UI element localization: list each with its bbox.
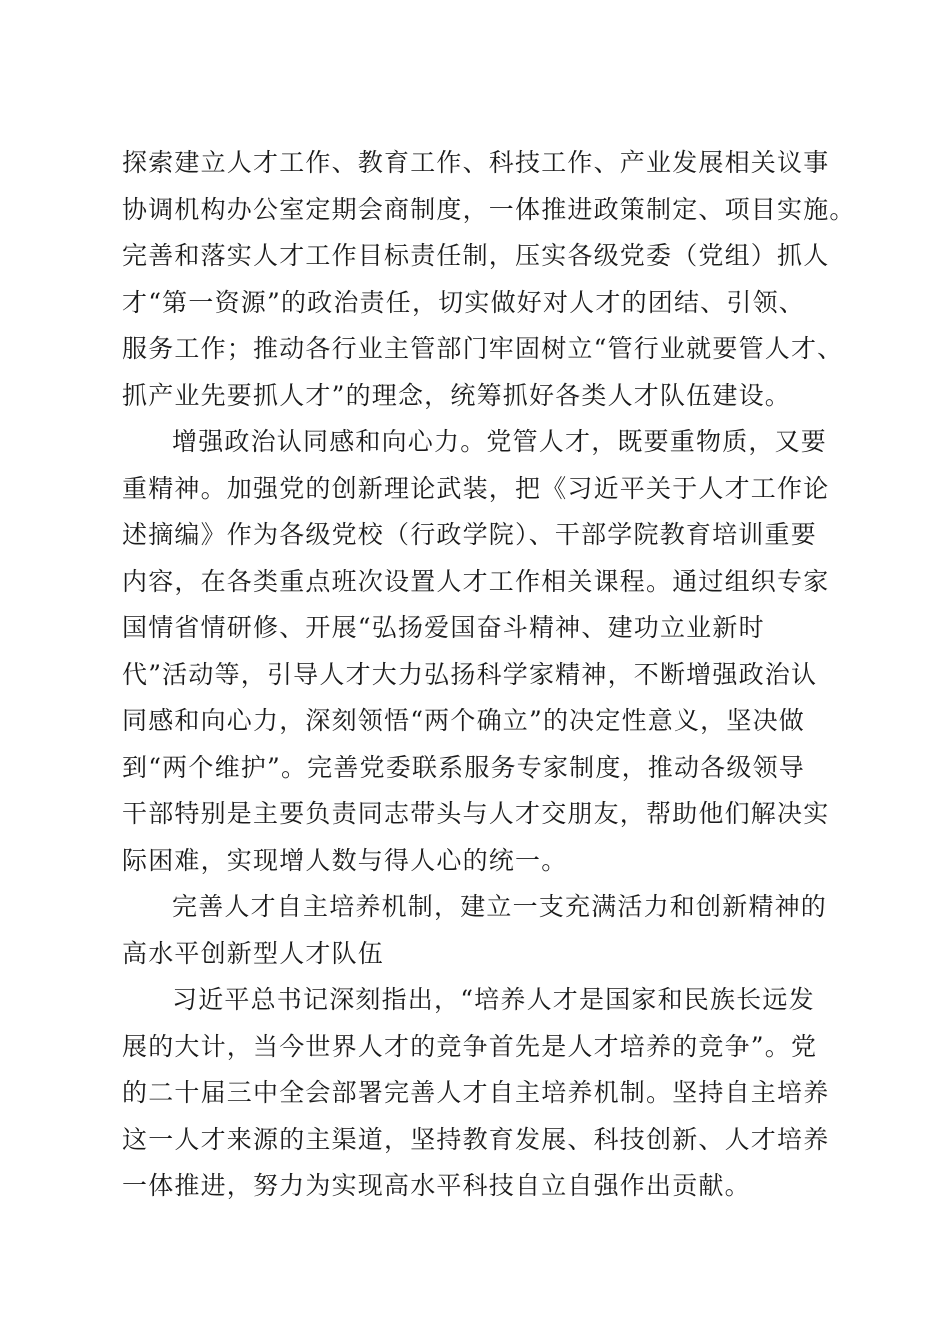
- text-line: 探索建立人才工作、教育工作、科技工作、产业发展相关议事: [122, 148, 830, 177]
- text-line: 展的大计，当今世界人才的竞争首先是人才培养的竞争”。党: [122, 1031, 818, 1061]
- text-line: 才“第一资源”的政治责任，切实做好对人才的团结、引领、: [122, 287, 805, 317]
- document-body: [122, 140, 856, 1210]
- text-line: 协调机构办公室定期会商制度，一体推进政策制定、项目实施。: [122, 194, 856, 224]
- text-line: 述摘编》作为各级党校（行政学院）、干部学院教育培训重要: [122, 520, 817, 549]
- text-line: 的二十届三中全会部署完善人才自主培养机制。坚持自主培养: [122, 1078, 830, 1107]
- text-line: 同感和向心力，深刻领悟“两个确立”的决定性意义，坚决做: [122, 706, 805, 735]
- text-line: 代”活动等，引导人才大力弘扬科学家精神，不断增强政治认: [122, 659, 818, 689]
- paragraph-start-line: 习近平总书记深刻指出，“培养人才是国家和民族长远发: [172, 985, 815, 1014]
- section-heading-line: 完善人才自主培养机制，建立一支充满活力和创新精神的: [172, 892, 828, 921]
- text-line: 到“两个维护”。完善党委联系服务专家制度，推动各级领导: [122, 752, 805, 782]
- text-line: 国情省情研修、开展“弘扬爱国奋斗精神、建功立业新时: [122, 613, 765, 642]
- text-line: 完善和落实人才工作目标责任制，压实各级党委（党组）抓人: [122, 241, 830, 270]
- paragraph-start-line: 增强政治认同感和向心力。党管人才，既要重物质，又要: [172, 427, 828, 456]
- text-line: 重精神。加强党的创新理论武装，把《习近平关于人才工作论: [122, 473, 830, 503]
- section-heading-line: 高水平创新型人才队伍: [122, 938, 385, 968]
- text-line: 这一人才来源的主渠道，坚持教育发展、科技创新、人才培养: [122, 1124, 830, 1154]
- text-line: 抓产业先要抓人才”的理念，统筹抓好各类人才队伍建设。: [122, 380, 791, 410]
- text-line: 际困难，实现增人数与得人心的统一。: [122, 845, 568, 875]
- text-line: 内容，在各类重点班次设置人才工作相关课程。通过组织专家: [122, 566, 830, 596]
- text-line: 干部特别是主要负责同志带头与人才交朋友，帮助他们解决实: [122, 799, 830, 828]
- text-line: 服务工作；推动各行业主管部门牢固树立“管行业就要管人才、: [122, 334, 844, 363]
- text-line: 一体推进，努力为实现高水平科技自立自强作出贡献。: [122, 1171, 751, 1200]
